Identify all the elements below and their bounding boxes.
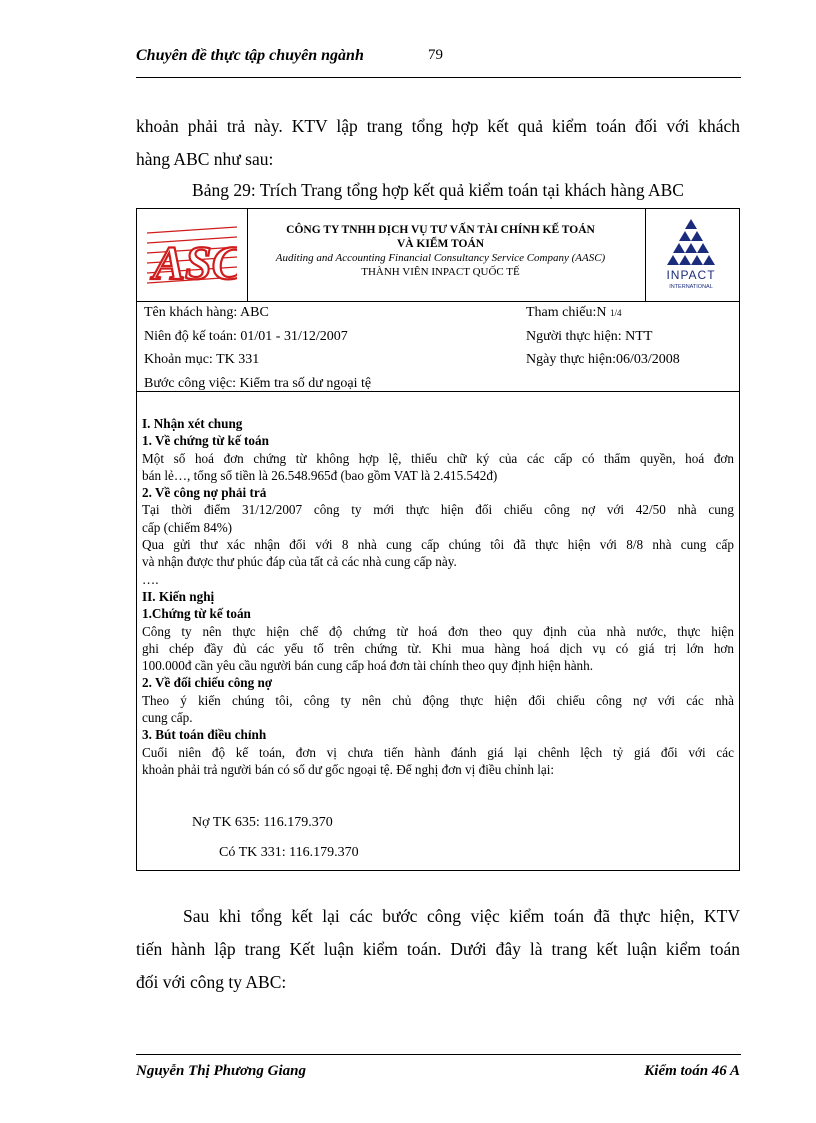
footer-author: Nguyễn Thị Phương Giang [136, 1063, 306, 1079]
table-caption: Bảng 29: Trích Trang tổng hợp kết quả kiểm toán tại khách hàng ABC [192, 180, 684, 200]
inpact-logo-subtext: INTERNATIONAL [669, 284, 713, 290]
client-name: Tên khách hàng: ABC [144, 305, 269, 320]
text-line: Cuối niên độ kế toán, đơn vị chưa tiến hành đánh giá lại chênh lệch tỷ giá đối với các [142, 744, 734, 760]
text-line: Công ty nên thực hiện chế độ chứng từ hoá đơn theo quy định của nhà nước, thực hiện [142, 623, 734, 639]
asc-logo [147, 219, 237, 291]
section-general: I. Nhận xét chung [142, 416, 243, 431]
text-line: Tại thời điểm 31/12/2007 công ty mới thực hiện đối chiếu công nợ với 42/50 nhà cung [142, 502, 734, 518]
text-line: ghi chép đầy đủ các yếu tố trên chứng từ. Khi mua hàng hoá dịch vụ có giá trị lớn hơn [142, 640, 734, 656]
section-divider [137, 391, 739, 392]
debit-entry: Nợ TK 635: 116.179.370 [192, 815, 333, 830]
text-line: cung cấp. [142, 710, 193, 726]
fiscal-period: Niên độ kế toán: 01/01 - 31/12/2007 [144, 329, 348, 344]
subsection-doc-recommend: 1.Chứng từ kế toán [142, 606, 251, 622]
text-line: 100.000đ cần yêu cầu người bán cung cấp hoá đơn tài chính theo quy định hiện hành. [142, 658, 594, 674]
footer-rule [136, 1054, 741, 1055]
asc-logo-text: ASC [153, 237, 237, 290]
performer: Người thực hiện: NTT [526, 329, 653, 344]
outro-line-1: Sau khi tổng kết lại các bước công việc kiểm toán đã thực hiện, KTV [183, 906, 740, 926]
inpact-logo [651, 215, 731, 295]
text-line: khoản phải trả người bán có số dư gốc ngoại tệ. Để nghị đơn vị điều chỉnh lại: [142, 761, 555, 777]
header-title: Chuyên đề thực tập chuyên ngành [136, 47, 364, 64]
info-left [144, 304, 371, 395]
company-member: THÀNH VIÊN INPACT QUỐC TẾ [361, 266, 520, 278]
credit-entry: Có TK 331: 116.179.370 [219, 845, 359, 860]
section-recommendations: II. Kiến nghị [142, 588, 215, 604]
subsection-documents: 1. Về chứng từ kế toán [142, 433, 269, 449]
intro-paragraph [136, 110, 740, 176]
page-number: 79 [428, 47, 443, 63]
company-header [137, 209, 739, 302]
header-rule [136, 77, 741, 78]
outro-line-3: đối với công ty ABC: [136, 972, 287, 992]
intro-line-2: hàng ABC như sau: [136, 149, 274, 169]
footer-class: Kiểm toán 46 A [644, 1063, 740, 1079]
inpact-logo-text: INPACT [666, 268, 716, 282]
ellipsis: …. [142, 571, 159, 587]
reference-sub: 1/4 [609, 308, 622, 318]
text-line: Qua gửi thư xác nhận đối với 8 nhà cung cấp chúng tôi đã thực hiện với 8/8 nhà cung cấp [142, 537, 734, 553]
text-line: cấp (chiếm 84%) [142, 519, 233, 535]
company-info [248, 223, 633, 279]
subsection-adjusting-entry: 3. Bút toán điều chỉnh [142, 727, 267, 743]
outro-paragraph [136, 900, 740, 999]
company-name-line2: VÀ KIỂM TOÁN [396, 238, 485, 250]
text-line: Theo ý kiến chúng tôi, công ty nên chủ động thực hiện đối chiếu công nợ với các nhà [142, 692, 734, 708]
outro-line-2: tiến hành lập trang Kết luận kiểm toán. Dưới đây là trang kết luận kiểm toán [136, 939, 740, 959]
work-step: Bước công việc: Kiểm tra số dư ngoại tệ [144, 376, 372, 391]
info-right [526, 304, 680, 375]
account-item: Khoản mục: TK 331 [144, 352, 260, 367]
header-divider-right [645, 209, 646, 301]
text-line: Một số hoá đơn chứng từ không hợp lệ, thiếu chữ ký của các cấp có thẩm quyền, hoá đơn [142, 450, 734, 466]
intro-line-1: khoản phải trả này. KTV lập trang tổng hợp kết quả kiểm toán đối với khách [136, 116, 740, 136]
company-english-name: Auditing and Accounting Financial Consultancy Service Company (AASC) [275, 252, 606, 264]
performed-date: Ngày thực hiện:06/03/2008 [526, 352, 680, 367]
audit-findings [142, 415, 734, 778]
subsection-reconciliation: 2. Về đối chiếu công nợ [142, 675, 273, 691]
audit-summary-box [136, 208, 740, 871]
text-line: và nhận được thư phúc đáp của tất cả các nhà cung cấp này. [142, 554, 457, 570]
reference [526, 304, 680, 328]
text-line: bán lẻ…, tổng số tiền là 26.548.965đ (bao gồm VAT là 2.415.542đ) [142, 467, 498, 483]
subsection-payables: 2. Về công nợ phải trả [142, 485, 267, 501]
reference-code: Tham chiếu:N [526, 305, 607, 320]
company-name-line1: CÔNG TY TNHH DỊCH VỤ TƯ VẤN TÀI CHÍNH KẾ TOÁN [286, 224, 595, 236]
